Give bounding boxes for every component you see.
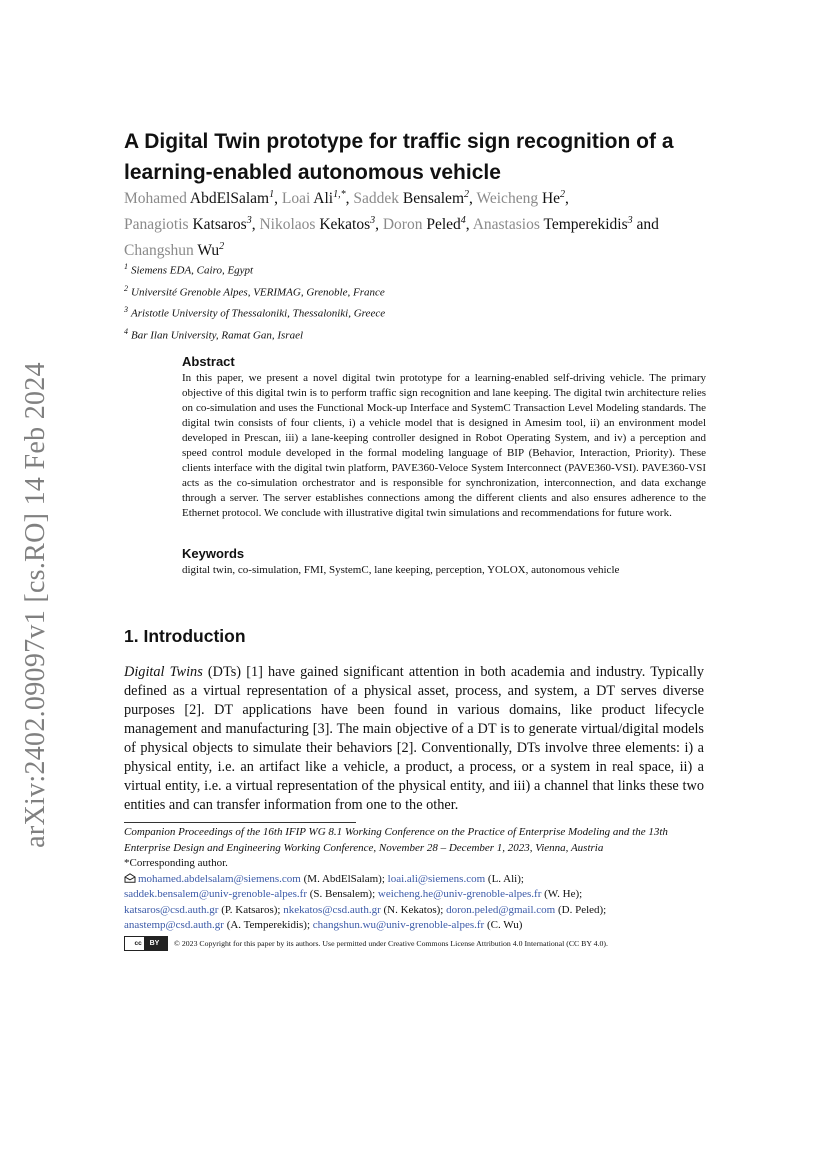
- affiliations: [124, 258, 724, 345]
- abstract-section: [182, 354, 706, 521]
- email-link[interactable]: loai.ali@siemens.com: [387, 872, 486, 885]
- email-link[interactable]: doron.peled@gmail.com: [446, 903, 556, 916]
- footnotes: [124, 825, 714, 951]
- affiliation: $^3$ Aristotle University of Thessaloniki, Thessaloniki, Greece: [124, 305, 386, 320]
- author: Anastasios Temperekidis$^3$: [472, 215, 633, 234]
- affiliation: $^2$ Université Grenoble Alpes, VERIMAG, Grenoble, France: [124, 283, 385, 299]
- author: Saddek Bensalem$^2$: [353, 189, 469, 208]
- affiliation: $^4$ Bar Ilan University, Ramat Gan, Israel: [124, 326, 304, 342]
- email-list: mohamed.abdelsalam@siemens.com (M. AbdElSalam); loai.ali@siemens.com (L. Ali); saddek.bensalem@univ-grenoble-alpes.fr (S. Bensalem); weicheng.he@univ-grenoble-alpes.fr (W. He); katsaros@csd.auth.gr (P. Katsaros); nkekatos@csd.auth.gr (N. Kekatos); doron.peled@gmail.com (D. Peled); anastemp@csd.auth.gr (A. Temperekidis); changshun.wu@univ-grenoble-alpes.fr (C. Wu): [124, 872, 607, 931]
- author: Nikolaos Kekatos$^3$: [259, 215, 376, 234]
- author: Panagiotis Katsaros$^3$: [124, 215, 252, 234]
- keywords-heading: Keywords: [182, 546, 245, 561]
- dt-term: Digital Twins: [124, 664, 203, 680]
- abstract-text: In this paper, we present a novel digital twin prototype for a learning-enabled self-driving vehicle. The primary objective of this digital twin is to perform traffic sign recognition and lane keeping. The digital twin architecture relies on co-simulation and uses the Functional Mock-up Interface and SystemC Transaction Level Modeling standards. The digital twin consists of four clients, i) a vehicle model that is designed in Amesim tool, ii) an environment model developed in Prescan, iii) a lane-keeping controller designed in Robot Operating System, and iv) a perception and speed control module developed in the formal modeling language of BIP (Behavior, Interaction, Priority). These clients interface with the digital twin platform, PAVE360-Veloce System Interconnect (PAVE360-VSI). PAVE360-VSI acts as the co-simulation orchestrator and is responsible for synchronization, interconnection, and data exchange through a server. The server establishes connections among the different clients and also ensures adherence to the Ethernet protocol. We conclude with illustrative digital twin simulations and recommendations for future work.: [182, 372, 706, 519]
- license-row: [124, 936, 714, 952]
- keywords-text: digital twin, co-simulation, FMI, SystemC, lane keeping, perception, YOLOX, autonomous vehicle: [182, 564, 620, 576]
- envelope-icon: [124, 873, 136, 883]
- author: Changshun Wu$^2$: [124, 241, 225, 260]
- copyright-text: © 2023 Copyright for this paper by its authors. Use permitted under Creative Commons License Attribution 4.0 International (CC BY 4.0).: [174, 938, 608, 948]
- email-link[interactable]: nkekatos@csd.auth.gr: [283, 903, 381, 916]
- footnote-rule: [124, 822, 356, 823]
- paper-title: A Digital Twin prototype for traffic sign recognition of a learning-enabled autonomous vehicle: [124, 130, 674, 185]
- email-link[interactable]: weicheng.he@univ-grenoble-alpes.fr: [377, 888, 542, 900]
- email-link[interactable]: mohamed.abdelsalam@siemens.com: [138, 872, 301, 885]
- author: Loai Ali$^{1,*}$: [281, 189, 346, 208]
- author: Mohamed AbdElSalam$^1$: [124, 189, 275, 208]
- email-link[interactable]: changshun.wu@univ-grenoble-alpes.fr: [312, 919, 485, 931]
- abstract-heading: Abstract: [182, 354, 235, 369]
- introduction-text: Digital Twins (DTs) [1] have gained significant attention in both academia and industry. Typically defined as a virtual representation of a physical asset, process, and system, a DT serves diverse purposes [2]. DT applications have been found in various domains, like product lifecycle management and manufacturing [3]. The main objective of a DT is to generate virtual/digital models of physical objects to simulate their behaviors [2]. Conventionally, DTs involve three elements: i) a physical entity, i.e. an artifact like a vehicle, a product, a process, or a system in real space, ii) a virtual entity, i.e. a virtual representation of the physical entity, and iii) a channel that links these two entities and can transfer information from one to the other.: [124, 664, 704, 813]
- author-list: Mohamed AbdElSalam$^1$, Loai Ali$^{1,*}$, Saddek Bensalem$^2$, Weicheng He$^2$, Panagiotis Katsaros$^3$, Nikolaos Kekatos$^3$, Doron Peled$^4$, Anastasios Temperekidis$^3$ and Changshun Wu$^2$: [124, 189, 659, 260]
- keywords-section: [182, 546, 706, 578]
- cc-by-badge-icon[interactable]: cc BY: [124, 936, 168, 951]
- email-link[interactable]: katsaros@csd.auth.gr: [124, 903, 219, 916]
- proceedings-note: Companion Proceedings of the 16th IFIP WG 8.1 Working Conference on the Practice of Enterprise Modeling and the 13th Enterprise Design and Engineering Working Conference, November 28 – December 1, 2023, Vienna, Austria: [124, 826, 668, 854]
- author: Doron Peled$^4$: [382, 215, 466, 234]
- affiliation: $^1$ Siemens EDA, Cairo, Egypt: [124, 262, 254, 277]
- email-link[interactable]: anastemp@csd.auth.gr: [124, 919, 224, 931]
- email-link[interactable]: saddek.bensalem@univ-grenoble-alpes.fr: [124, 888, 308, 900]
- arxiv-id: arXiv:2402.09097v1 [cs.RO] 14 Feb 2024: [20, 362, 51, 848]
- corresponding-note: *Corresponding author.: [124, 857, 228, 869]
- introduction-heading: 1. Introduction: [124, 626, 246, 646]
- author: Weicheng He$^2$: [476, 189, 566, 208]
- and-word: and: [636, 216, 659, 234]
- arxiv-stamp: [14, 360, 58, 850]
